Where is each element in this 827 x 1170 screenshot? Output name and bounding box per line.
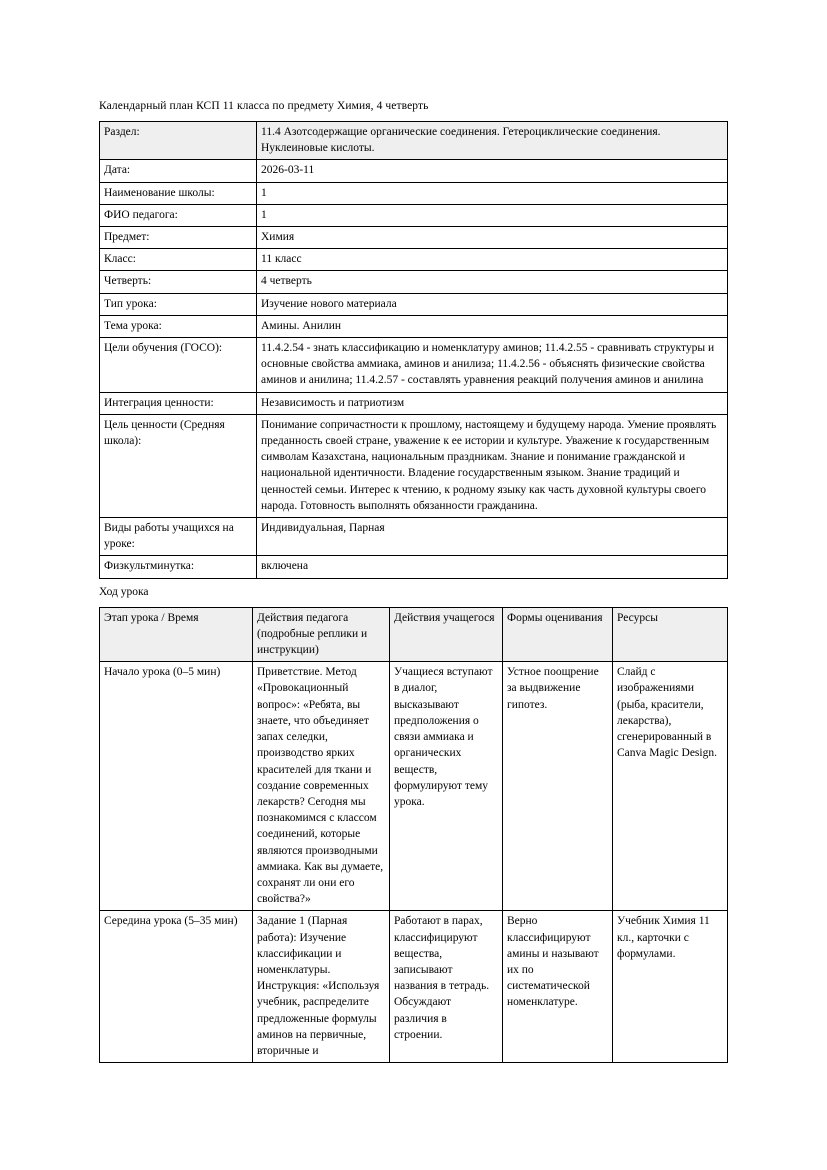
- flow-column-header: Действия педагога (подробные реплики и инструкции): [253, 607, 390, 662]
- info-row-value: Индивидуальная, Парная: [257, 518, 728, 556]
- info-row-label: Дата:: [100, 160, 257, 182]
- table-row: [100, 911, 728, 1063]
- info-row-value: 1: [257, 182, 728, 204]
- flow-cell-teacher: Приветствие. Метод «Провокационный вопрос»: «Ребята, вы знаете, что объединяет запах селедки, производство ярких красителей для ткани и создание современных лекарств? Сегодня мы познакомимся с классом соединений, которые являются производными аммиака. Как вы думаете, сохранят ли они его свойства?»: [253, 662, 390, 911]
- info-row: [100, 338, 728, 393]
- info-row-value: 4 четверть: [257, 271, 728, 293]
- info-row: [100, 315, 728, 337]
- flow-column-header: Действия учащегося: [390, 607, 503, 662]
- info-row-value: 1: [257, 204, 728, 226]
- info-row-label: Цель ценности (Средняя школа):: [100, 414, 257, 517]
- info-row: [100, 227, 728, 249]
- info-row-label: Цели обучения (ГОСО):: [100, 338, 257, 393]
- lesson-info-body: [100, 122, 728, 579]
- flow-cell-stage: Начало урока (0–5 мин): [100, 662, 253, 911]
- lesson-flow-table: [99, 607, 728, 1063]
- table-row: [100, 662, 728, 911]
- info-row: [100, 271, 728, 293]
- info-row: [100, 392, 728, 414]
- flow-cell-teacher: Задание 1 (Парная работа): Изучение классификации и номенклатуры. Инструкция: «Используя учебник, распределите предложенные формулы аминов на первичные, вторичные и: [253, 911, 390, 1063]
- info-row-label: Раздел:: [100, 122, 257, 160]
- info-row: [100, 556, 728, 578]
- info-row-value: включена: [257, 556, 728, 578]
- info-row: [100, 518, 728, 556]
- flow-cell-assessment: Устное поощрение за выдвижение гипотез.: [503, 662, 613, 911]
- flow-cell-resources: Учебник Химия 11 кл., карточки с формулами.: [613, 911, 728, 1063]
- info-row: [100, 122, 728, 160]
- flow-column-header: Ресурсы: [613, 607, 728, 662]
- info-row-label: Четверть:: [100, 271, 257, 293]
- info-row-value: 2026-03-11: [257, 160, 728, 182]
- flow-cell-student: Работают в парах, классифицируют вещества, записывают названия в тетрадь. Обсуждают различия в строении.: [390, 911, 503, 1063]
- lesson-info-table: [99, 121, 728, 579]
- info-row-label: Физкультминутка:: [100, 556, 257, 578]
- flow-column-header: Формы оценивания: [503, 607, 613, 662]
- flow-cell-assessment: Верно классифицируют амины и называют их по систематической номенклатуре.: [503, 911, 613, 1063]
- flow-table-body: [100, 662, 728, 1063]
- flow-column-header: Этап урока / Время: [100, 607, 253, 662]
- info-row-value: 11.4 Азотсодержащие органические соединения. Гетероциклические соединения. Нуклеиновые кислоты.: [257, 122, 728, 160]
- info-row-label: Виды работы учащихся на уроке:: [100, 518, 257, 556]
- info-row-value: Изучение нового материала: [257, 293, 728, 315]
- info-row-value: Независимость и патриотизм: [257, 392, 728, 414]
- flow-cell-stage: Середина урока (5–35 мин): [100, 911, 253, 1063]
- info-row-value: 11 класс: [257, 249, 728, 271]
- info-row-label: Интеграция ценности:: [100, 392, 257, 414]
- info-row: [100, 160, 728, 182]
- flow-table-header: [100, 607, 728, 662]
- info-row-value: Амины. Анилин: [257, 315, 728, 337]
- flow-cell-student: Учащиеся вступают в диалог, высказывают предположения о связи аммиака и органических веществ, формулируют тему урока.: [390, 662, 503, 911]
- info-row: [100, 293, 728, 315]
- info-row: [100, 414, 728, 517]
- info-row-label: Тема урока:: [100, 315, 257, 337]
- info-row-label: Тип урока:: [100, 293, 257, 315]
- info-row: [100, 249, 728, 271]
- info-row-label: ФИО педагога:: [100, 204, 257, 226]
- info-row: [100, 182, 728, 204]
- info-row-value: Химия: [257, 227, 728, 249]
- info-row-label: Предмет:: [100, 227, 257, 249]
- flow-cell-resources: Слайд с изображениями (рыба, красители, лекарства), сгенерированный в Canva Magic Design.: [613, 662, 728, 911]
- info-row-label: Наименование школы:: [100, 182, 257, 204]
- info-row-value: 11.4.2.54 - знать классификацию и номенклатуру аминов; 11.4.2.55 - сравнивать структуры и основные свойства аммиака, аминов и анилиза; 11.4.2.56 - объяснять физические свойства аминов и анилина; 11.4.2.57 - составлять уравнения реакций получения аминов и анилина: [257, 338, 728, 393]
- flow-section-heading: Ход урока: [99, 585, 149, 598]
- info-row: [100, 204, 728, 226]
- page-title: Календарный план КСП 11 класса по предмету Химия, 4 четверть: [99, 100, 429, 112]
- flow-header-row: [100, 607, 728, 662]
- info-row-value: Понимание сопричастности к прошлому, настоящему и будущему народа. Умение проявлять преданность своей стране, уважение к ее истории и культуре. Уважение к государственным символам Казахстана, национальным праздникам. Знание и понимание гражданской и национальной идентичности. Владение государственным языком. Знание традиций и ценностей семьи. Интерес к чтению, к родному языку как часть духовной культуры своего народа. Готовность выполнять обязанности гражданина.: [257, 414, 728, 517]
- flow-table-clip: [99, 607, 728, 1110]
- info-row-label: Класс:: [100, 249, 257, 271]
